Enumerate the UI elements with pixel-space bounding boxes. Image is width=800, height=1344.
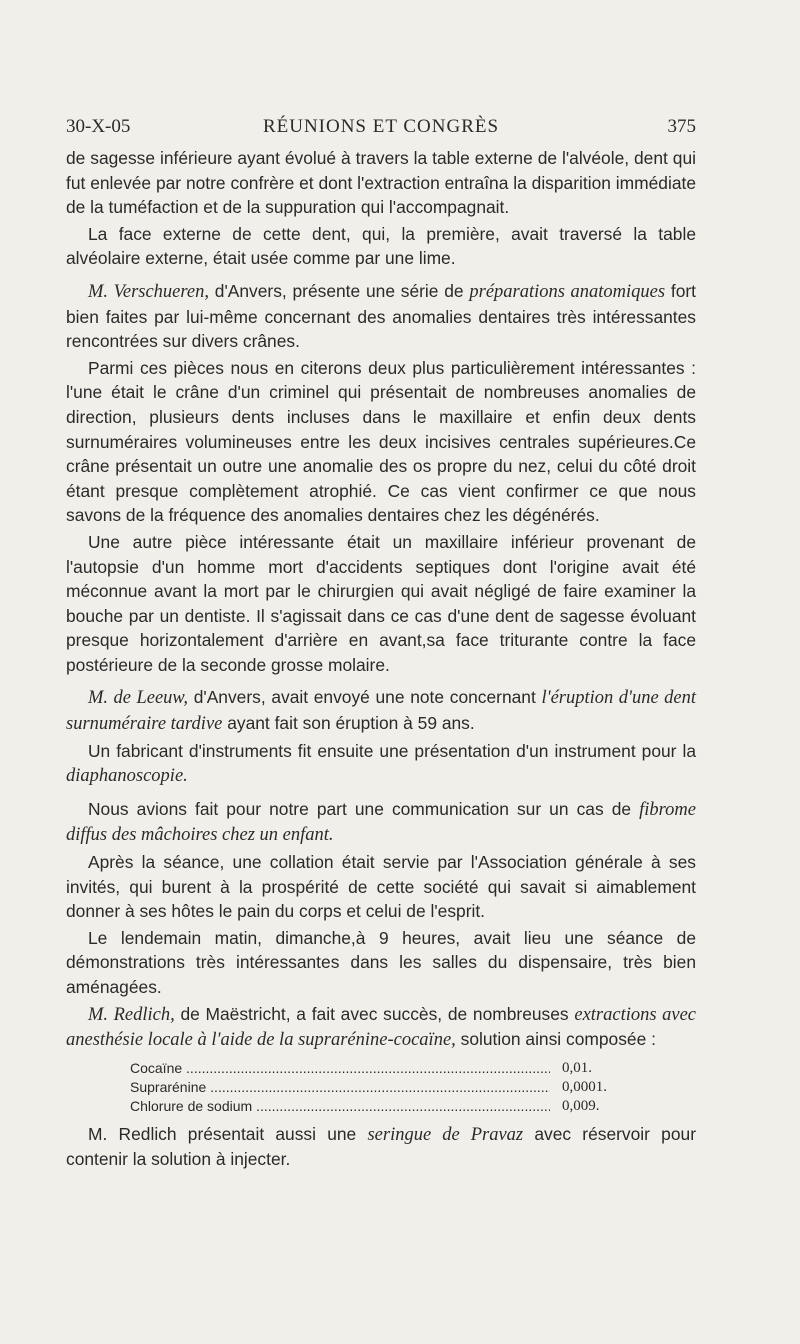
paragraph-9: Après la séance, une collation était servie par l'Association générale à ses invités, qui burent à la prospérité de cette société qui savait si aimablement donner à ses hôtes le pain du corps et celui de l'esprit. bbox=[66, 852, 696, 922]
formula-row: Cocaïne ..... 0,01. bbox=[130, 1059, 690, 1078]
paragraph-11: M. Redlich, de Maëstricht, a fait avec succès, de nombreuses extractions avec anesthésie locale à l'aide de la suprarénine-cocaïne, solution ainsi composée : bbox=[66, 1003, 696, 1051]
running-header bbox=[66, 116, 696, 140]
header-date: 30-X-05 bbox=[66, 116, 131, 137]
page-number: 375 bbox=[667, 116, 696, 137]
paragraph-6: M. de Leeuw, d'Anvers, avait envoyé une note concernant l'éruption d'une dent surnuméraire tardive ayant fait son éruption à 59 ans. bbox=[66, 687, 696, 735]
paragraph-12: M. Redlich présentait aussi une seringue de Pravaz avec réservoir pour contenir la solution à injecter. bbox=[66, 1123, 696, 1170]
speaker-name: M. Verschueren, bbox=[88, 281, 209, 302]
formula-row: Suprarénine ..... 0,0001. bbox=[130, 1078, 690, 1097]
paragraph-2: La face externe de cette dent, qui, la première, avait traversé la table alvéolaire externe, était usée comme par une lime. bbox=[66, 223, 696, 269]
speaker-name: M. Redlich, bbox=[88, 1004, 175, 1025]
paragraph-3: M. Verschueren, d'Anvers, présente une série de préparations anatomiques fort bien faites par lui-même concernant des anomalies dentaires très intéressantes rencontrées sur divers crânes. bbox=[66, 280, 697, 352]
header-section-title: RÉUNIONS ET CONGRÈS bbox=[262, 116, 500, 137]
paragraph-5: Une autre pièce intéressante était un maxillaire inférieur provenant de l'autopsie d'un homme mort d'accidents septiques dont l'origine avait été méconnue avant la mort par le chirurgien qui avait négligé de faire examiner la bouche par un dentiste. Il s'agissait dans ce cas d'une dent de sagesse évoluant presque horizontalement d'arrière en avant,sa face triturante contre la face postérieure de la seconde grosse molaire. bbox=[66, 531, 696, 675]
paragraph-10: Le lendemain matin, dimanche,à 9 heures, avait lieu une séance de démonstrations très intéressantes dans les salles du dispensaire, très bien aménagées. bbox=[66, 927, 696, 997]
article-body bbox=[66, 146, 696, 1174]
paragraph-1: de sagesse inférieure ayant évolué à travers la table externe de l'alvéole, dent qui fut enlevée par notre confrère et dont l'extraction entraîna la disparition immédiate de la tuméfaction et de la suppuration qui l'accompagnait. bbox=[66, 148, 696, 218]
formula-table bbox=[130, 1059, 690, 1116]
paragraph-7: Un fabricant d'instruments fit ensuite une présentation d'un instrument pour la diaphanoscopie. bbox=[66, 740, 696, 787]
speaker-name: M. de Leeuw, bbox=[88, 688, 189, 709]
formula-row: Chlorure de sodium ..... 0,009. bbox=[130, 1097, 690, 1116]
paragraph-4: Parmi ces pièces nous en citerons deux plus particulièrement intéressantes : l'une était le crâne d'un criminel qui présentait de nombreuses anomalies de direction, plusieurs dents incluses dans le maxillaire et enfin deux dents surnuméraires volumineuses entre les deux incisives centrales supérieures.Ce crâne présentait un outre une anomalie des os propre du nez, celui du côté droit étant presque complètement atrophié. Ce cas vient confirmer ce que nous savons de la fréquence des anomalies dentaires chez les dégénérés. bbox=[66, 357, 696, 526]
paragraph-8: Nous avions fait pour notre part une communication sur un cas de fibrome diffus des mâchoires chez un enfant. bbox=[66, 798, 696, 846]
